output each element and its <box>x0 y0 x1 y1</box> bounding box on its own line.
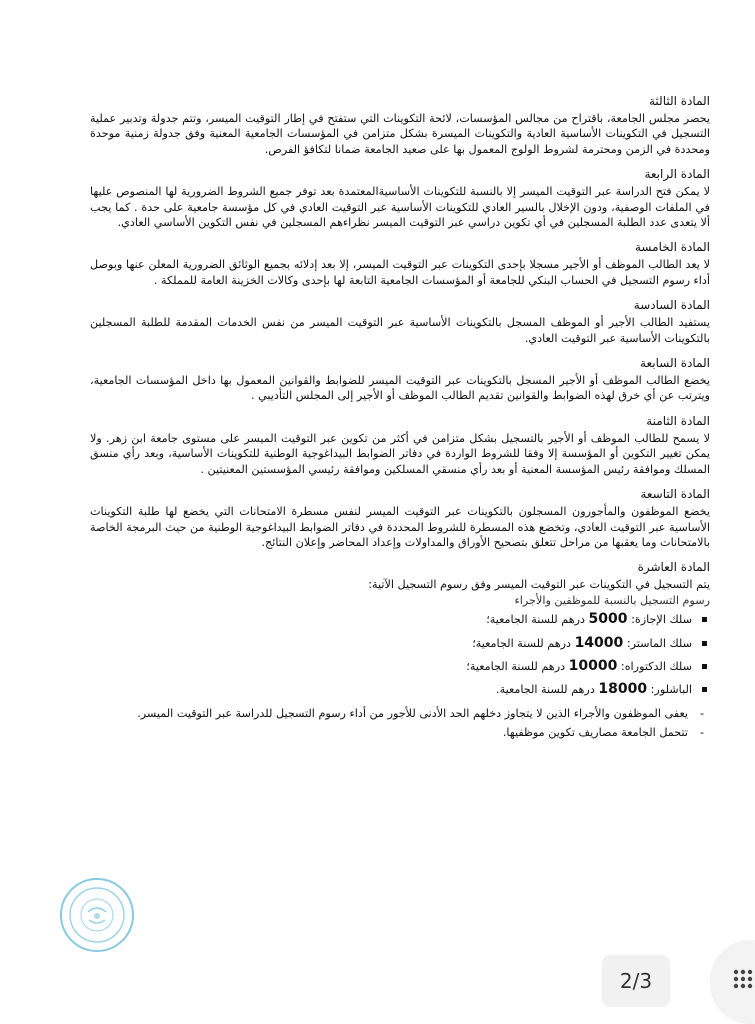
article-7 <box>90 356 710 404</box>
article-4 <box>90 167 710 230</box>
fee-label: سلك الإجازة: <box>631 613 692 627</box>
article-heading: المادة السابعة <box>640 356 710 371</box>
article-6 <box>90 298 710 346</box>
document-body <box>90 94 710 751</box>
fee-unit: درهم للسنة الجامعية؛ <box>472 636 571 650</box>
fee-label: الباشلور: <box>650 683 692 697</box>
page-indicator[interactable]: 2/3 <box>602 955 670 1007</box>
fee-amount: 5000 <box>588 611 628 628</box>
fee-amount: 10000 <box>568 657 618 674</box>
article-text: لا يعد الطالب الموظف أو الأجير مسجلا بإحدى التكوينات عبر التوقيت الميسر، إلا بعد إدلائه بجميع الوثائق الضرورية المعلن عنها وبوصل أداء رسوم التسجيل في الحساب البنكي للجامعة أو المؤسسات الجامعية التابعة لها بإحدى وكالات الخزينة العامة للمملكة . <box>90 258 710 287</box>
article-text: لا يمكن فتح الدراسة عبر التوقيت الميسر إلا بالنسبة للتكوينات الأساسيةالمعتمدة بعد توفر جميع الشروط الضرورية لها المنصوص عليها في الملفات الوصفية، ودون الإخلال بالسير العادي للتكوينات الأساسية عبر التوقيت العادي في كل مؤسسة جامعية على حدة . كما يجب ألا يتعدى عدد الطلبة المسجلين في أي تكوين دراسي عبر التوقيت الميسر نظراءهم المسجلين في نفس التكوين الأساسي العادي. <box>90 185 710 230</box>
article-text: يخضع الموظفون والمأجورون المسجلون بالتكوينات عبر التوقيت الميسر لنفس مسطرة الامتحانات التي يخضع لها طلبة التكوينات الأساسية عبر التوقيت العادي، وتخضع هذه المسطرة للشروط المحددة في دفاتر الضوابط البيداغوجية الوطنية من حيث البرمجة الخاصة بالامتحانات وما يعقبها من مراحل تتعلق بتصحيح الأوراق والمداولات وإعداد المحاضر وإعلان النتائج. <box>90 505 710 549</box>
article-8 <box>90 414 710 477</box>
fee-unit: درهم للسنة الجامعية. <box>496 683 595 697</box>
fee-unit: درهم للسنة الجامعية؛ <box>466 659 566 673</box>
fee-item-licence <box>90 612 692 627</box>
note-item: - تتحمل الجامعة مصاريف تكوين موظفيها. <box>90 725 688 740</box>
article-10 <box>90 560 710 740</box>
article-heading: المادة الرابعة <box>644 167 710 182</box>
article-5 <box>90 240 710 288</box>
article-9 <box>90 487 710 550</box>
article-text: يحصر مجلس الجامعة، باقتراح من مجالس المؤسسات، لائحة التكوينات التي ستفتح في إطار التوقيت الميسر، وتتم جدولة وتدبير عملية التسجيل في التكوينات الأساسية العادية والتكوينات الميسرة بشكل متزامن في المؤسسات الجامعية المعنية وفق جدولة زمنية موحدة ومحددة في الزمن ومحترمة لشروط الولوج المعمول بها على صعيد الجامعة ضمانا لتكافؤ الفرص. <box>90 112 710 156</box>
article-heading: المادة الثالثة <box>648 94 710 108</box>
fees-intro: يتم التسجيل في التكوينات عبر التوقيت الميسر وفق رسوم التسجيل الآتية: <box>368 578 710 592</box>
university-seal-icon <box>58 876 136 954</box>
fee-amount: 14000 <box>574 634 624 651</box>
article-heading: المادة السادسة <box>633 298 710 313</box>
article-heading: المادة التاسعة <box>640 487 710 502</box>
fee-item-doctorate <box>90 659 692 674</box>
notes-list <box>90 706 710 741</box>
fees-list <box>90 612 710 698</box>
fee-label: سلك الماستر: <box>626 636 692 650</box>
apps-grid-icon <box>732 968 754 990</box>
fee-label: سلك الدكتوراه: <box>620 659 692 673</box>
article-heading: المادة الخامسة <box>635 240 710 255</box>
article-text: يخضع الطالب الموظف أو الأجير المسجل بالتكوينات عبر التوقيت الميسر للضوابط والقوانين المعمول بها داخل المؤسسات الجامعية، ويترتب عن أي خرق لهذه الضوابط والقوانين تقديم الطالب الموظف أو الأجير إلى المجلس التأديبي . <box>90 374 710 403</box>
note-item: - يعفى الموظفون والأجراء الذين لا يتجاوز دخلهم الحد الأدنى للأجور من أداء رسوم التسجيل للدراسة عبر التوقيت الميسر. <box>90 706 688 721</box>
article-text: لا يسمح للطالب الموظف أو الأجير بالتسجيل بشكل متزامن في أكثر من تكوين عبر التوقيت الميسر على مستوى جامعة ابن زهر. ولا يمكن تغيير التكوين أو المؤسسة إلا وفقا للشروط الواردة في دفاتر الضوابط البيداغوجية الوطنية للتكوينات الأساسية، وبعد رأي منسق المسلك وموافقة رئيس المؤسسة المعنية أو بعد رأي منسقي المسلكين وموافقة رئيسي المؤسستين المعنيتين . <box>90 431 710 476</box>
article-3 <box>90 94 710 157</box>
fee-item-bachelor <box>90 682 692 697</box>
fee-unit: درهم للسنة الجامعية؛ <box>486 613 585 627</box>
article-text: يستفيد الطالب الأجير أو الموظف المسجل بالتكوينات الأساسية عبر التوقيت الميسر من نفس الخدمات المقدمة للطلبة المسجلين بالتكوينات الأساسية عبر التوقيت العادي. <box>90 316 710 345</box>
article-heading: المادة العاشرة <box>637 560 710 575</box>
fees-subheading: رسوم التسجيل بالنسبة للموظفين والأجراء <box>514 593 710 607</box>
fee-amount: 18000 <box>598 681 648 698</box>
article-heading: المادة الثامنة <box>646 413 710 428</box>
fee-item-master <box>90 636 692 651</box>
